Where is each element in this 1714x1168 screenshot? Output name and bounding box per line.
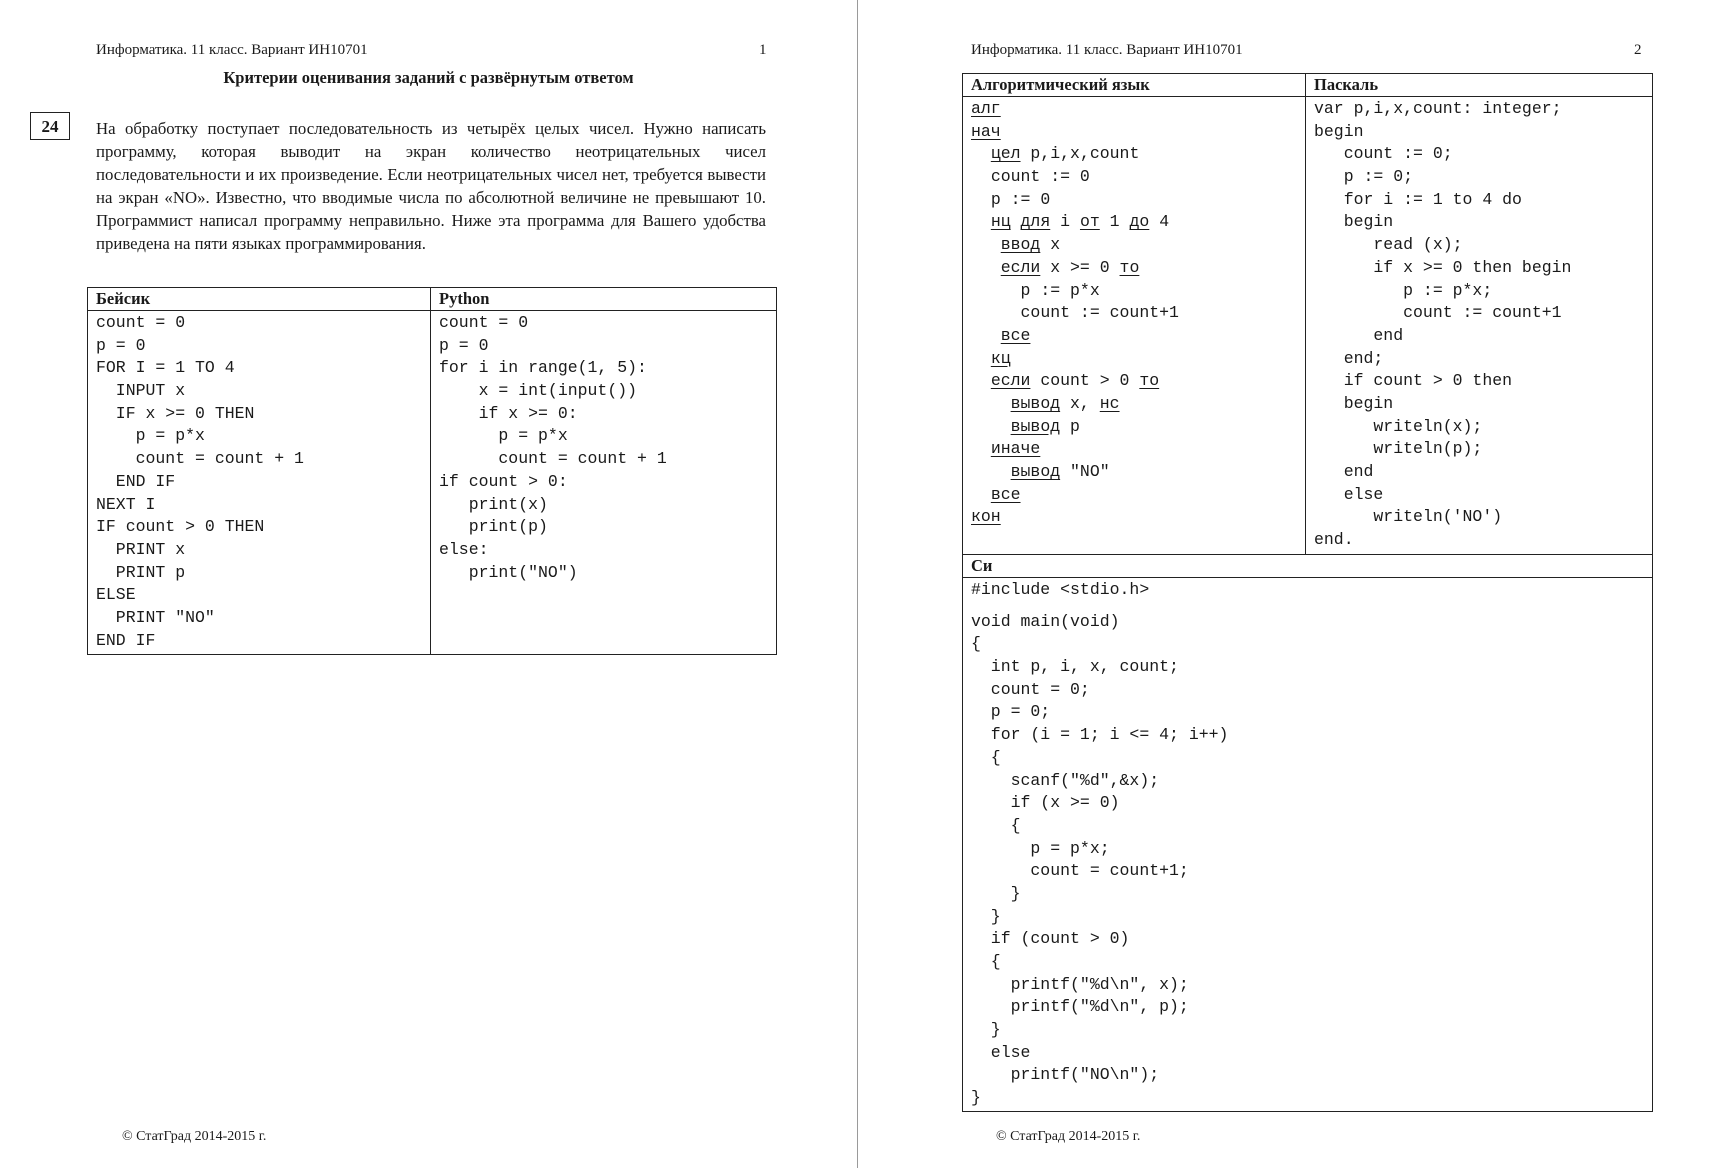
code-text (971, 485, 991, 504)
code-line: int p, i, x, count; (971, 657, 1179, 677)
keyword: все (1000, 325, 1031, 345)
code-text (971, 349, 991, 368)
keyword: кон (971, 507, 1001, 527)
code-line (971, 257, 1305, 280)
code-line: print("NO") (439, 562, 578, 582)
code-line (971, 302, 1305, 325)
code-line (971, 393, 1305, 416)
code-line: FOR I = 1 TO 4 (96, 358, 235, 378)
code-text (971, 190, 991, 209)
code-line: else (1314, 484, 1384, 504)
code-line: if x >= 0 then begin (1314, 257, 1572, 277)
keyword: нц (990, 212, 1011, 232)
code-line: if (x >= 0) (971, 793, 1120, 813)
code-line (971, 370, 1305, 393)
keyword: вывод (1010, 462, 1061, 481)
code-line: p := 0; (1314, 167, 1414, 187)
code-line: x = int(input()) (439, 381, 638, 401)
basic-header: Бейсик (88, 288, 431, 311)
code-text: x (1040, 235, 1061, 255)
keyword: то (1139, 371, 1160, 391)
code-line: IF count > 0 THEN (96, 517, 265, 537)
keyword: если (1000, 257, 1041, 277)
page-number: 1 (759, 42, 767, 58)
code-line: end. (1314, 530, 1354, 550)
code-line: var p,i,x,count: integer; (1314, 99, 1562, 118)
code-line: #include <stdio.h> (971, 580, 1150, 599)
code-text: x, (1060, 393, 1100, 413)
code-line: { (971, 747, 1001, 767)
code-line: else (971, 1042, 1031, 1062)
code-line: writeln(p); (1314, 439, 1483, 459)
code-text (971, 326, 1001, 345)
code-line: NEXT I (96, 494, 156, 514)
code-text (971, 235, 1001, 254)
code-text: 4 (1149, 212, 1170, 232)
page-number: 2 (1634, 42, 1642, 58)
code-line: count = count + 1 (439, 449, 667, 469)
code-line (971, 166, 1305, 189)
keyword: цел (990, 144, 1021, 164)
code-text (971, 212, 991, 231)
code-text (971, 394, 1011, 413)
keyword: если (990, 371, 1031, 391)
keyword: от (1079, 212, 1100, 232)
code-line (971, 143, 1305, 166)
code-line (971, 416, 1305, 439)
page-header: Информатика. 11 класс. Вариант ИН10701 (971, 42, 1243, 58)
code-line: p = p*x; (971, 838, 1110, 858)
code-line: if count > 0: (439, 471, 568, 491)
keyword: алг (971, 99, 1001, 118)
keyword: иначе (990, 439, 1041, 459)
alg-code-block (963, 97, 1305, 554)
code-line: PRINT x (96, 539, 186, 559)
python-header: Python (431, 288, 777, 311)
code-text: p := p*x (1020, 280, 1100, 300)
keyword: вывод (1010, 393, 1061, 413)
keyword: вывод (1010, 416, 1061, 436)
keyword: нач (971, 121, 1001, 141)
code-line (971, 189, 1305, 212)
code-text: "NO" (1060, 462, 1110, 481)
code-text: p := 0 (990, 189, 1051, 209)
code-line: for i := 1 to 4 do (1314, 189, 1522, 209)
task-number-badge: 24 (30, 112, 70, 140)
code-line: else: (439, 539, 489, 559)
code-text: i (1050, 212, 1080, 232)
code-text: x >= 0 (1040, 257, 1120, 277)
code-line: writeln('NO') (1314, 507, 1503, 527)
code-line (971, 325, 1305, 348)
code-line: end (1314, 462, 1374, 481)
c-header: Си (963, 555, 1653, 578)
code-text (971, 144, 991, 163)
keyword: все (990, 484, 1021, 504)
code-line: writeln(x); (1314, 416, 1483, 436)
code-line: for (i = 1; i <= 4; i++) (971, 725, 1229, 745)
code-text: p (1060, 416, 1080, 436)
page-footer: © СтатГрад 2014-2015 г. (996, 1129, 1141, 1144)
code-line: printf("%d\n", p); (971, 997, 1189, 1017)
code-line: p = 0 (96, 335, 146, 355)
code-line: print(x) (439, 494, 548, 514)
code-text (971, 371, 991, 390)
python-code-block (431, 311, 776, 584)
code-line (971, 211, 1305, 234)
page-header: Информатика. 11 класс. Вариант ИН10701 (96, 42, 368, 58)
code-line: for i in range(1, 5): (439, 358, 647, 378)
code-line: } (971, 1020, 1001, 1040)
code-text (971, 439, 991, 458)
code-line (971, 438, 1305, 461)
code-line: INPUT x (96, 381, 186, 401)
code-line: p = 0 (439, 335, 489, 355)
code-table-basic-python (87, 287, 777, 655)
code-text (971, 303, 1021, 322)
code-text: p,i,x,count (1020, 144, 1140, 164)
code-line: count := count+1 (1314, 303, 1562, 323)
code-line: count = 0 (96, 313, 186, 332)
code-line (971, 234, 1305, 257)
code-line (971, 280, 1305, 303)
code-line: begin (1314, 393, 1394, 413)
task-text: На обработку поступает последовательность из четырёх целых чисел. Нужно написать программу, которая выводит на экран количество неотрицательных чисел последовательности и их произведение. Если неотрицательных чисел нет, требуется вывести на экран «NO». Известно, что вводимые числа по абсолютной величине не превышают 10. Программист написал программу неправильно. Ниже эта программа для Вашего удобства приведена на пяти языках программирования. (96, 119, 766, 253)
code-line: count = count + 1 (96, 449, 304, 469)
code-text (1011, 212, 1021, 231)
code-text (971, 281, 1021, 300)
keyword: кц (990, 348, 1011, 368)
code-line: PRINT "NO" (96, 607, 215, 627)
code-line: if count > 0 then (1314, 371, 1513, 391)
code-line: end (1314, 325, 1404, 345)
page-title: Критерии оценивания заданий с развёрнутым ответом (223, 68, 634, 87)
code-text: count := 0 (990, 167, 1090, 187)
code-table-alg-pascal-c (962, 73, 1653, 1112)
code-line (971, 121, 1305, 144)
code-line: } (971, 1088, 981, 1108)
code-text (971, 167, 991, 186)
code-text: 1 (1099, 212, 1130, 232)
code-text: count := count+1 (1020, 303, 1179, 323)
code-line: void main(void) (971, 611, 1120, 631)
code-line: p := p*x; (1314, 280, 1493, 300)
code-line: count = 0 (439, 313, 529, 332)
code-line: count = count+1; (971, 861, 1189, 881)
code-line: if x >= 0: (439, 403, 578, 423)
code-line: PRINT p (96, 562, 186, 582)
code-line: if (count > 0) (971, 929, 1130, 949)
code-line (971, 506, 1305, 529)
code-line: printf("%d\n", x); (971, 974, 1189, 994)
code-line (971, 348, 1305, 371)
code-line: } (971, 906, 1001, 926)
code-line: read (x); (1314, 235, 1463, 255)
code-line: print(p) (439, 517, 548, 537)
code-line: begin (1314, 121, 1364, 141)
keyword: то (1119, 257, 1140, 277)
code-line: END IF (96, 471, 176, 491)
code-text (971, 417, 1011, 436)
code-line: scanf("%d",&x); (971, 770, 1160, 790)
right-page (858, 0, 1714, 1168)
code-line: { (971, 634, 981, 654)
code-line (971, 461, 1305, 484)
code-text (971, 462, 1011, 481)
code-line: } (971, 883, 1021, 903)
code-line: p = p*x (439, 426, 568, 446)
code-line (971, 484, 1305, 507)
code-line: { (971, 815, 1021, 835)
code-line: ELSE (96, 585, 136, 605)
code-line: end; (1314, 348, 1384, 368)
code-line: count := 0; (1314, 144, 1453, 164)
code-line: printf("NO\n"); (971, 1065, 1160, 1085)
keyword: нс (1099, 393, 1120, 413)
code-line: END IF (96, 630, 156, 650)
c-code-block (963, 578, 1652, 1111)
code-text (971, 258, 1001, 277)
code-text: count > 0 (1030, 371, 1140, 391)
code-line: count = 0; (971, 679, 1090, 699)
code-line (971, 98, 1305, 121)
basic-code-block (88, 311, 430, 654)
keyword: до (1129, 212, 1150, 232)
pascal-code-block (1306, 97, 1652, 552)
code-line: p = 0; (971, 702, 1051, 722)
code-line: { (971, 952, 1001, 971)
keyword: для (1020, 212, 1051, 232)
alg-header: Алгоритмический язык (963, 74, 1306, 97)
code-line: p = p*x (96, 426, 205, 446)
page-footer: © СтатГрад 2014-2015 г. (122, 1129, 267, 1144)
code-line: IF x >= 0 THEN (96, 403, 255, 423)
pascal-header: Паскаль (1306, 74, 1653, 97)
code-line: begin (1314, 212, 1394, 232)
keyword: ввод (1000, 235, 1041, 255)
